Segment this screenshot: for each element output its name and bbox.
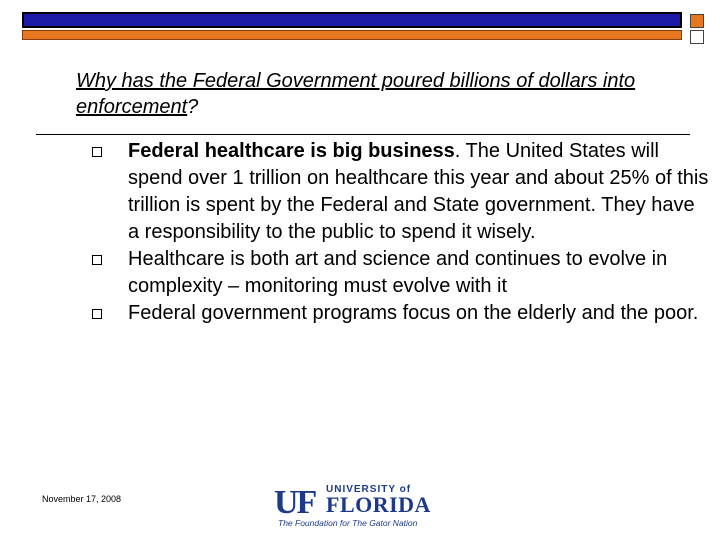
- top-blue-bar: [22, 12, 682, 28]
- bullet-square-icon: [92, 309, 102, 319]
- bullet-text: . The United States will spend over 1 trillion on healthcare this year and about 25% of this trillion is spent by the Federal and State government. They have a responsibility to the public to spend it wisely.: [128, 140, 709, 243]
- slide-title: [76, 68, 706, 120]
- top-orange-bar: [22, 30, 682, 40]
- slide-date: November 17, 2008: [42, 494, 122, 504]
- corner-square-white: [690, 30, 704, 44]
- bullet-list: [0, 138, 720, 327]
- bullet-text: Healthcare is both art and science and continues to evolve in complexity – monitoring must evolve with it: [128, 248, 668, 297]
- bullet-square-icon: [92, 255, 102, 265]
- bullet-item: [0, 138, 720, 246]
- uf-logo-university: UNIVERSITY of: [326, 484, 412, 495]
- bullet-square-icon: [92, 147, 102, 157]
- bullet-text: Federal government programs focus on the elderly and the poor.: [128, 302, 699, 324]
- title-divider: [36, 134, 690, 135]
- uf-logo-mark: UF: [274, 484, 316, 521]
- corner-square-orange: [690, 14, 704, 28]
- uf-logo-tagline: The Foundation for The Gator Nation: [278, 518, 418, 528]
- bullet-bold-text: Federal healthcare is big business: [128, 140, 455, 162]
- slide-title-text: Why has the Federal Government poured billions of dollars into enforcement: [76, 70, 636, 118]
- slide-title-end: ?: [187, 96, 199, 118]
- uf-logo-florida: FLORIDA: [326, 492, 431, 517]
- bullet-item: [0, 300, 720, 327]
- uf-logo: [274, 482, 444, 530]
- bullet-item: [0, 246, 720, 300]
